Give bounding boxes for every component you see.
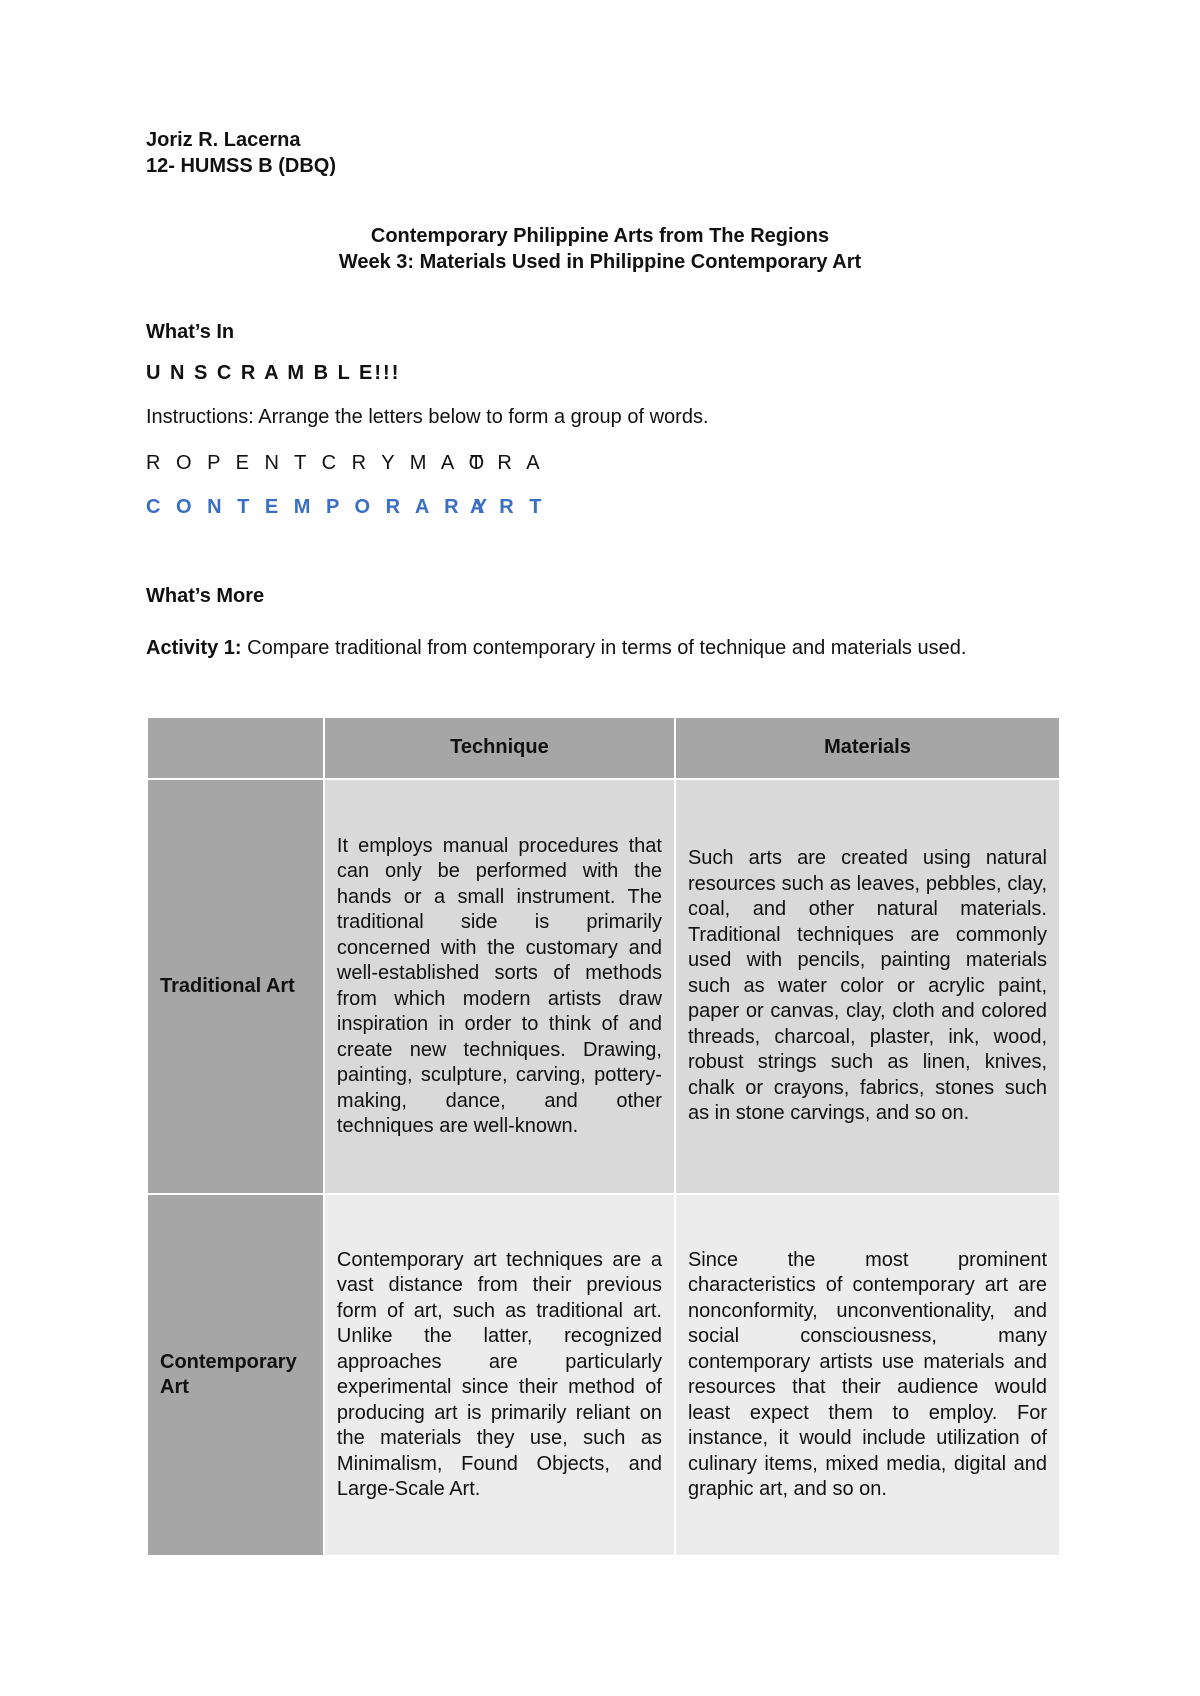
student-info bbox=[146, 127, 336, 179]
comparison-table bbox=[146, 716, 1061, 1557]
whats-more-label: What’s More bbox=[146, 585, 265, 607]
whats-in-label: What’s In bbox=[146, 321, 235, 343]
contemporary-materials-cell: Since the most prominent characteristics of contemporary art are nonconformity, unconventionality, and social consciousness, many contemporary artists use materials and resources that their audience would least expect them to employ. For instance, it would include utilization of culinary items, mixed media, digital and graphic art, and so on. bbox=[675, 1194, 1060, 1556]
traditional-technique-cell: It employs manual procedures that can only be performed with the hands or a small instrument. The traditional side is primarily concerned with the customary and well-established sorts of methods from which modern artists draw inspiration in order to think of and create new techniques. Drawing, painting, sculpture, carving, pottery-making, dance, and other techniques are well-known. bbox=[324, 779, 675, 1194]
document-subtitle: Week 3: Materials Used in Philippine Contemporary Art bbox=[338, 251, 862, 273]
table-header-empty bbox=[147, 717, 324, 779]
student-section: 12- HUMSS B (DBQ) bbox=[146, 155, 337, 177]
instructions-text: Instructions: Arrange the letters below to form a group of words. bbox=[146, 406, 709, 428]
scrambled-word-1: R O P E N T C R Y M A O bbox=[146, 452, 490, 474]
contemporary-technique-cell: Contemporary art techniques are a vast distance from their previous form of art, such as traditional art. Unlike the latter, recognized approaches are particularly experimental since their method of producing art is primarily reliant on the materials they use, such as Minimalism, Found Objects, and Large-Scale Art. bbox=[324, 1194, 675, 1556]
student-name: Joriz R. Lacerna bbox=[146, 129, 301, 151]
scrambled-word-2: T R A bbox=[470, 452, 545, 474]
activity-1-line bbox=[146, 637, 966, 660]
unscramble-title: U N S C R A M B L E!!! bbox=[146, 362, 401, 384]
row-label-contemporary: Contemporary Art bbox=[147, 1194, 324, 1556]
activity-1-text: Compare traditional from contemporary in terms of technique and materials used. bbox=[241, 637, 967, 659]
table-header-row bbox=[147, 717, 1060, 779]
document-title: Contemporary Philippine Arts from The Regions bbox=[370, 225, 830, 247]
row-label-traditional: Traditional Art bbox=[147, 779, 324, 1194]
traditional-materials-cell: Such arts are created using natural resources such as leaves, pebbles, clay, coal, and other natural materials. Traditional techniques are commonly used with pencils, painting materials such as water color or acrylic paint, paper or canvas, clay, cloth and colored threads, charcoal, plaster, ink, wood, robust strings such as linen, knives, chalk or crayons, fabrics, stones such as in stone carvings, and so on. bbox=[675, 779, 1060, 1194]
activity-1-label: Activity 1: bbox=[146, 637, 242, 659]
table-header-materials: Materials bbox=[675, 717, 1060, 779]
table-row bbox=[147, 1194, 1060, 1556]
answer-word-1: C O N T E M P O R A R Y bbox=[146, 496, 493, 518]
table-row bbox=[147, 779, 1060, 1194]
table-header-technique: Technique bbox=[324, 717, 675, 779]
document-heading bbox=[0, 223, 1200, 275]
answer-word-2: A R T bbox=[470, 496, 547, 518]
